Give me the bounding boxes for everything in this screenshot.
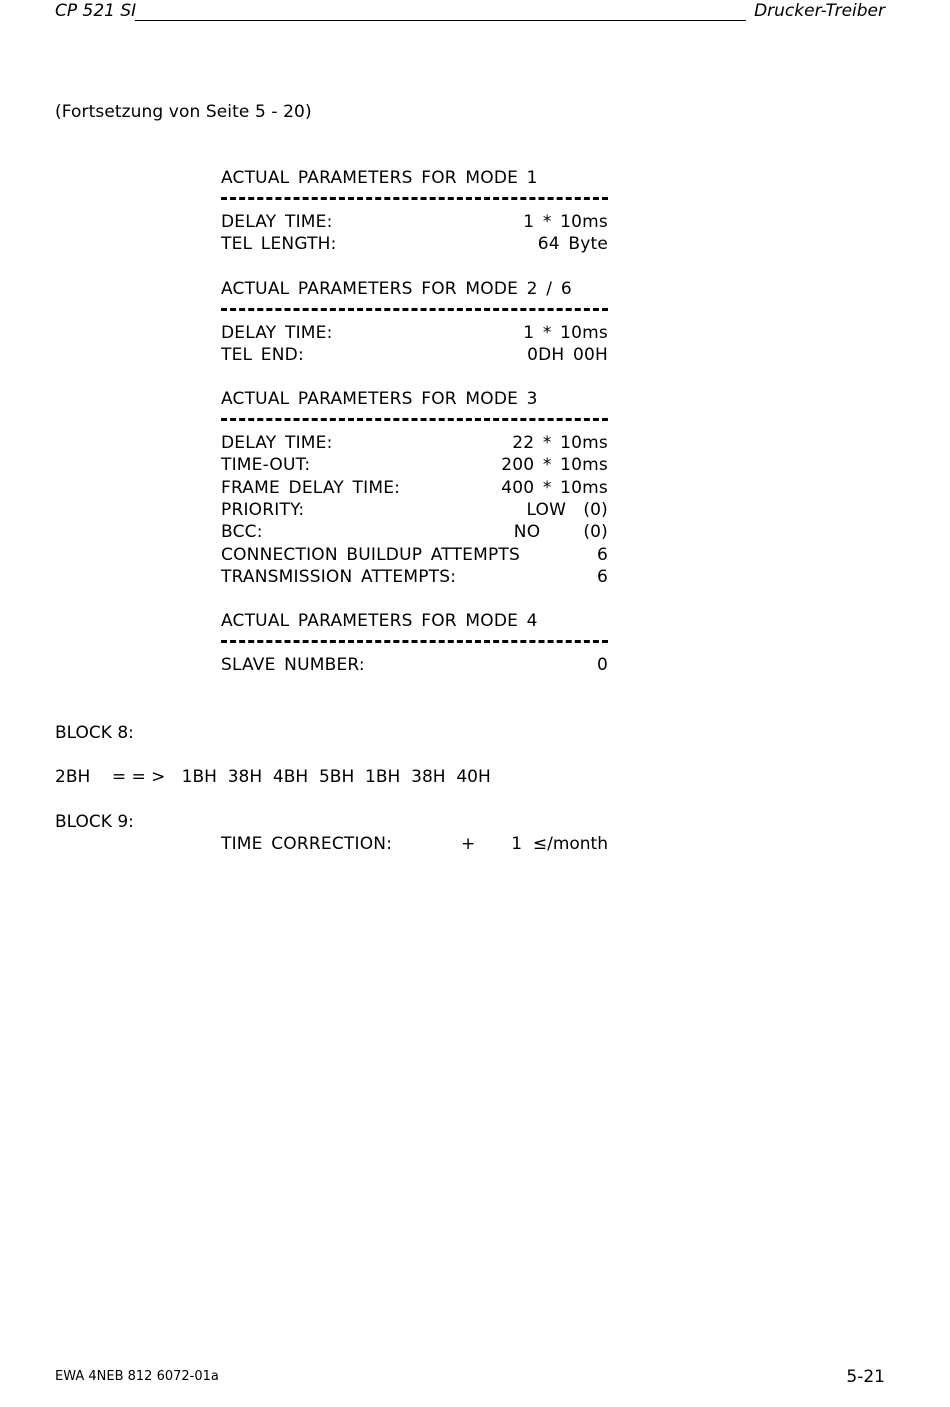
footer-page-number: 5-21	[846, 1367, 885, 1387]
param-row	[221, 499, 608, 521]
param-label: BCC:	[221, 522, 263, 543]
param-label: TRANSMISSION ATTEMPTS:	[221, 566, 457, 587]
param-row	[221, 654, 608, 676]
block-9-label: BLOCK 9:	[55, 812, 134, 832]
param-row	[221, 322, 608, 344]
param-row	[221, 432, 608, 454]
section-mode-2-6	[221, 278, 608, 367]
param-label: SLAVE NUMBER:	[221, 655, 365, 676]
header-left: CP 521 SI	[55, 1, 137, 21]
param-row	[221, 344, 608, 366]
section-title: ACTUAL PARAMETERS FOR MODE 2 / 6	[221, 278, 572, 299]
param-row	[221, 233, 608, 255]
dashed-rule	[221, 197, 608, 200]
section-title: ACTUAL PARAMETERS FOR MODE 1	[221, 168, 538, 188]
time-correction-label: TIME CORRECTION:	[221, 834, 393, 854]
param-row	[221, 477, 608, 499]
continuation-note: (Fortsetzung von Seite 5 - 20)	[55, 102, 312, 122]
param-row	[221, 454, 608, 476]
dashed-rule	[221, 308, 608, 311]
param-value: 400 * 10ms	[501, 477, 608, 498]
param-value: 1 * 10ms	[523, 212, 608, 232]
section-mode-3	[221, 388, 608, 588]
parameter-list	[221, 167, 608, 699]
param-row	[221, 211, 608, 233]
time-correction-value: 1 ≤/month	[511, 834, 608, 854]
dashed-rule	[221, 418, 608, 421]
param-value: 1 * 10ms	[523, 322, 608, 343]
footer-document-id: EWA 4NEB 812 6072-01a	[55, 1369, 219, 1384]
section-mode-4	[221, 610, 608, 676]
param-row	[221, 521, 608, 543]
param-label: TEL LENGTH:	[221, 234, 337, 255]
header-rule	[135, 20, 746, 21]
block-8-label: BLOCK 8:	[55, 723, 134, 743]
param-value: 6	[596, 544, 608, 565]
param-value: 64 Byte	[537, 234, 608, 255]
header-right: Drucker-Treiber	[754, 1, 885, 21]
param-value: 6	[596, 566, 608, 587]
param-value: 0DH 00H	[527, 344, 608, 365]
param-value: LOW (0)	[526, 500, 608, 521]
param-value: 0	[596, 655, 608, 676]
param-label: TEL END:	[221, 344, 304, 365]
param-row	[221, 544, 608, 566]
section-title: ACTUAL PARAMETERS FOR MODE 3	[221, 389, 538, 410]
section-mode-1	[221, 167, 608, 256]
block-8-hex-line: 2BH = = > 1BH 38H 4BH 5BH 1BH 38H 40H	[55, 767, 491, 787]
param-label: DELAY TIME:	[221, 322, 333, 343]
param-label: DELAY TIME:	[221, 212, 333, 232]
param-value: NO (0)	[513, 522, 608, 543]
param-label: CONNECTION BUILDUP ATTEMPTS	[221, 544, 520, 565]
time-correction-sign: +	[461, 834, 476, 854]
param-label: TIME-OUT:	[221, 455, 311, 476]
section-title: ACTUAL PARAMETERS FOR MODE 4	[221, 611, 538, 632]
param-row	[221, 566, 608, 588]
dashed-rule	[221, 640, 608, 643]
param-label: FRAME DELAY TIME:	[221, 477, 401, 498]
param-label: DELAY TIME:	[221, 433, 333, 454]
param-value: 22 * 10ms	[512, 433, 608, 454]
param-value: 200 * 10ms	[501, 455, 608, 476]
param-label: PRIORITY:	[221, 500, 305, 521]
